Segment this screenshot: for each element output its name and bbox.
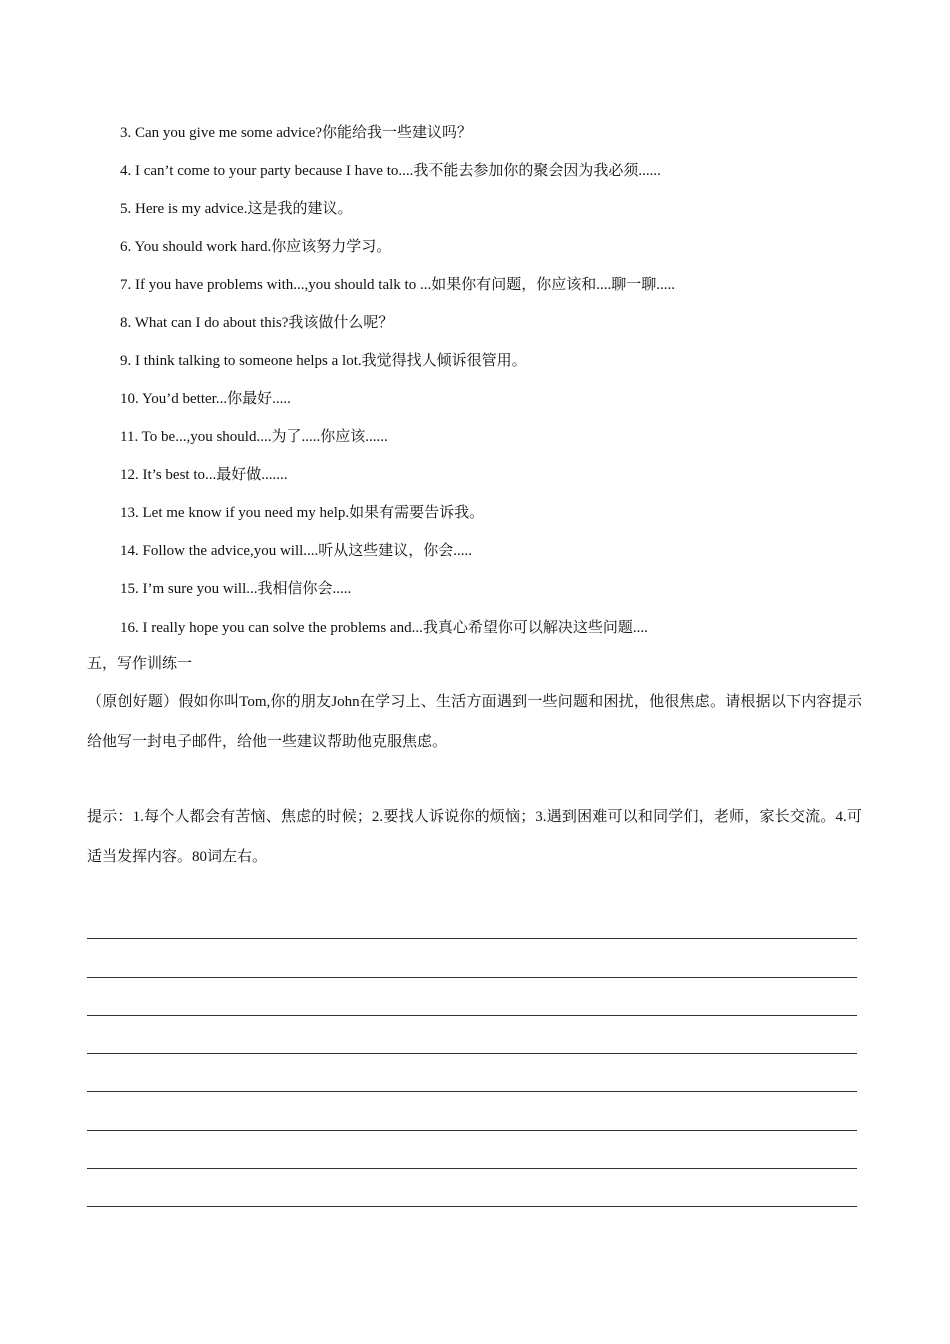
phrase-item: 15. I’m sure you will...我相信你会..... [120,581,352,597]
phrase-item: 3. Can you give me some advice?你能给我一些建议吗？ [120,125,473,141]
phrase-item: 12. It’s best to...最好做....... [120,467,288,483]
section-title: 五，写作训练一 [87,656,193,672]
phrase-item: 10. You’d better...你最好..... [120,391,291,407]
phrase-item: 14. Follow the advice,you will....听从这些建议，你会..... [120,543,473,559]
phrase-item: 11. To be...,you should....为了.....你应该...... [120,429,388,445]
answer-line[interactable] [87,1091,857,1092]
phrase-item: 16. I really hope you can solve the problems and...我真心希望你可以解决这些问题.... [120,620,648,636]
answer-line[interactable] [87,1206,857,1207]
phrase-item: 6. You should work hard.你应该努力学习。 [120,239,392,255]
writing-hint: 提示：1.每个人都会有苦恼、焦虑的时候；2.要找人诉说你的烦恼；3.遇到困难可以和同学们，老师，家长交流。4.可适当发挥内容。80词左右。 [87,809,862,865]
answer-line[interactable] [87,938,857,939]
phrase-item: 5. Here is my advice.这是我的建议。 [120,201,353,217]
phrase-item: 8. What can I do about this?我该做什么呢？ [120,315,394,331]
phrase-item: 4. I can’t come to your party because I have to....我不能去参加你的聚会因为我必须...... [120,163,661,179]
answer-line[interactable] [87,1015,857,1016]
answer-line[interactable] [87,1130,857,1131]
answer-line[interactable] [87,1168,857,1169]
answer-line[interactable] [87,1053,857,1054]
writing-prompt: （原创好题）假如你叫Tom,你的朋友John在学习上、生活方面遇到一些问题和困扰，他很焦虑。请根据以下内容提示给他写一封电子邮件，给他一些建议帮助他克服焦虑。 [87,694,862,750]
phrase-item: 7. If you have problems with...,you should talk to ...如果你有问题，你应该和....聊一聊..... [120,277,675,293]
phrase-item: 13. Let me know if you need my help.如果有需要告诉我。 [120,505,485,521]
phrase-item: 9. I think talking to someone helps a lot.我觉得找人倾诉很管用。 [120,353,527,369]
answer-line[interactable] [87,977,857,978]
